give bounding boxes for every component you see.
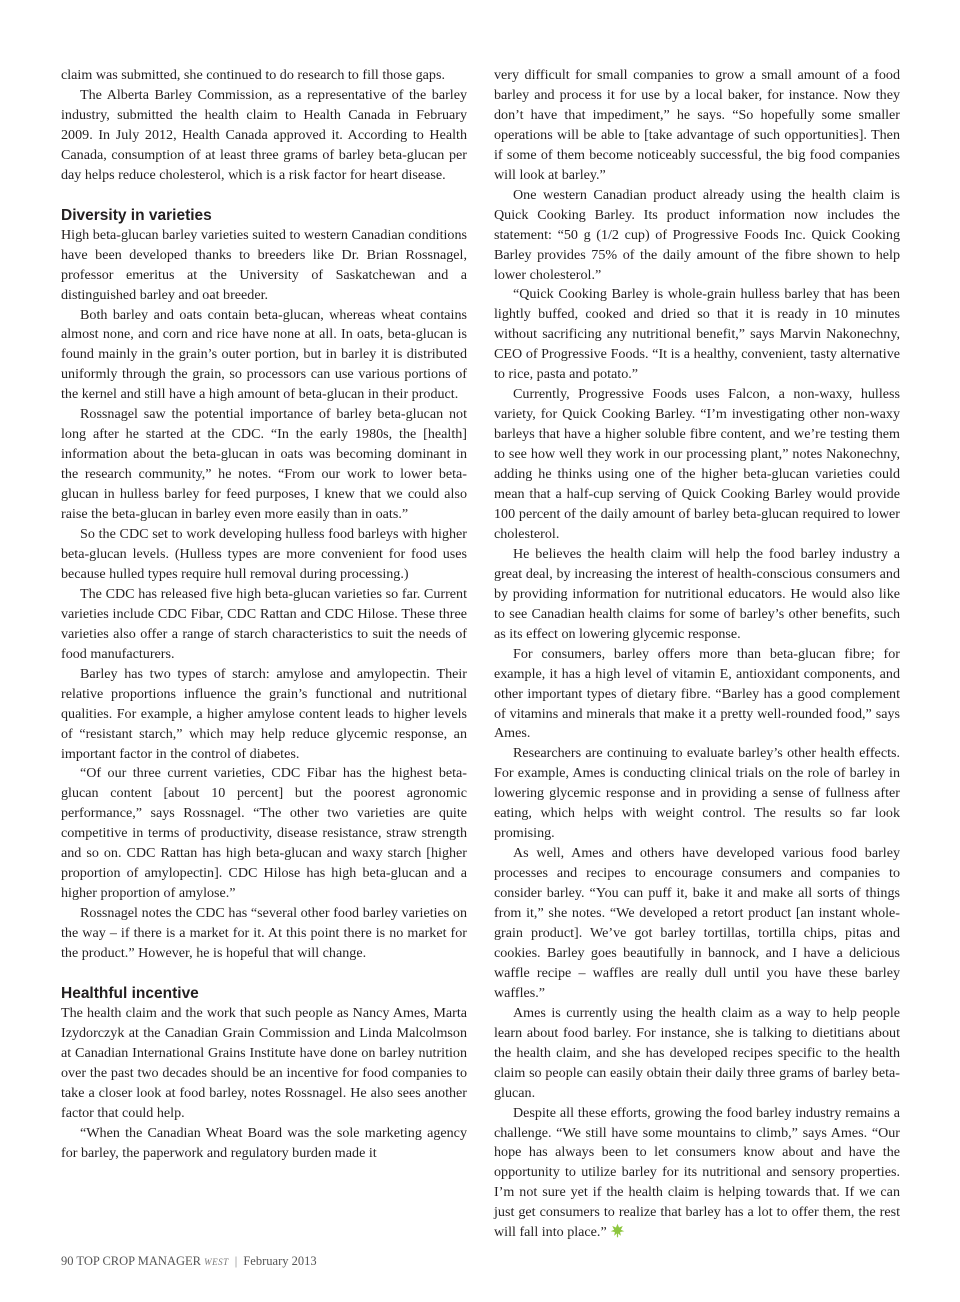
publication-name: TOP CROP MANAGER	[76, 1254, 201, 1268]
issue-date: February 2013	[243, 1254, 317, 1268]
paragraph: Rossnagel notes the CDC has “several other food barley varieties on the way – if there is a market for it. At this point there is no market for the product.” However, he is hopeful that will change.	[61, 905, 467, 962]
paragraph: The health claim and the work that such people as Nancy Ames, Marta Izydorczyk at the Canadian Grain Commission and Linda Malcolmson at Canadian International Grains Institute have done on barley nutrition over the past two decades should be an incentive for food companies to take a closer look at food barley, notes Rossnagel. He also sees another factor that could help.	[61, 1004, 467, 1121]
paragraph: Barley has two types of starch: amylose and amylopectin. Their relative proportions influence the grain’s functional and nutritional qualities. For example, a higher amylose content leads to higher levels of “resistant starch,” which may help reduce glycemic response, an important factor in the control of diabetes.	[61, 665, 467, 762]
paragraph: For consumers, barley offers more than beta-glucan fibre; for example, it has a high level of vitamin E, antioxidant components, and other important types of dietary fibre. “Barley has a good complement of vitamins and minerals that make it a pretty well-rounded food,” says Ames.	[494, 645, 900, 742]
page-footer	[61, 1254, 317, 1269]
leaf-icon	[610, 1223, 625, 1238]
edition-tag: WEST	[204, 1257, 229, 1267]
paragraph: He believes the health claim will help the food barley industry a great deal, by increasing the interest of health-conscious consumers and by providing information for nutritional educators. He would also like to see Canadian health claims for some of barley’s other benefits, such as its effect on lowering glycemic response.	[494, 545, 900, 642]
paragraph: As well, Ames and others have developed various food barley processes and recipes to encourage consumers and companies to consider barley. “You can puff it, bake it and make all sorts of things from it,” she notes. “We developed a retort product [an instant whole-grain product]. We’ve got barley tortillas, tortilla chips, pitas and cookies. Barley goes beautifully in bannock, and I have a delicious waffle recipe – waffles are really dull until you have these barley waffles.”	[494, 845, 900, 1001]
left-column	[61, 66, 467, 1164]
right-column	[494, 66, 900, 1243]
paragraph: Researchers are continuing to evaluate barley’s other health effects. For example, Ames is conducting clinical trials on the role of barley in lowering glycemic response and in providing a sense of fullness after eating, which helps with weight control. The results so far look promising.	[494, 745, 900, 842]
paragraph: The CDC has released five high beta-glucan varieties so far. Current varieties include CDC Fibar, CDC Rattan and CDC Hilose. These three varieties also offer a range of starch characteristics to suit the needs of food manufacturers.	[61, 585, 467, 662]
paragraph: Rossnagel saw the potential importance of barley beta-glucan not long after he started at the CDC. “In the early 1980s, the [health] information about the beta-glucan in oats was becoming dominant in the research community,” he notes. “From our work to lower beta-glucan in hulless barley for feed purposes, I knew that we could also raise the beta-glucan in barley even more easily than in oats.”	[61, 406, 467, 523]
paragraph: claim was submitted, she continued to do research to fill those gaps.	[61, 67, 445, 83]
paragraph: very difficult for small companies to grow a small amount of a food barley and process it for use by a local baker, for instance. Now they don’t have that impediment,” he says. “So hopefully some smaller operations will be able to [take advantage of such opportunities]. Then if some of them become noticeably successful, the big food companies will look at barley.”	[494, 67, 900, 183]
footer-separator: |	[234, 1254, 238, 1268]
page-number: 90	[61, 1254, 74, 1268]
paragraph: “When the Canadian Wheat Board was the sole marketing agency for barley, the paperwork and regulatory burden made it	[61, 1124, 467, 1161]
paragraph: Ames is currently using the health claim as a way to help people learn about food barley. For instance, she is talking to dietitians about the health claim, and she has developed recipes specific to the health claim so people can easily obtain their daily three grams of barley beta-glucan.	[494, 1004, 900, 1101]
section-heading-diversity: Diversity in varieties	[61, 206, 212, 224]
section-heading-healthful: Healthful incentive	[61, 984, 199, 1002]
paragraph: One western Canadian product already using the health claim is Quick Cooking Barley. Its product information now includes the statement: “50 g (1/2 cup) of Progressive Foods Inc. Quick Cooking Barley provides 75% of the daily amount of the fibre shown to help lower cholesterol.”	[494, 186, 900, 283]
paragraph: “Quick Cooking Barley is whole-grain hulless barley that has been lightly buffed, cooked and dried so that it is ready in 10 minutes without sacrificing any nutritional benefit,” says Marvin Nakonechny, CEO of Progressive Foods. “It is a healthy, convenient, tasty alternative to rice, pasta and potato.”	[494, 286, 900, 383]
paragraph: High beta-glucan barley varieties suited to western Canadian conditions have been developed thanks to breeders like Dr. Brian Rossnagel, professor emeritus at the University of Saskatchewan and a distinguished barley and oat breeder.	[61, 226, 467, 303]
paragraph: Currently, Progressive Foods uses Falcon, a non-waxy, hulless variety, for Quick Cooking Barley. “I’m investigating other non-waxy barleys that have a higher soluble fibre content, and we’re testing them to see how well they work in our processing plant,” notes Nakonechny, adding he thinks using one of the higher beta-glucan varieties could mean that a half-cup serving of Quick Cooking Barley would provide 100 percent of the daily amount of barley beta-glucan required to lower cholesterol.	[494, 386, 900, 542]
final-paragraph	[494, 1104, 900, 1244]
paragraph: So the CDC set to work developing hulless food barleys with higher beta-glucan levels. (Hulless types are more convenient for food uses because hulled types require hull removal during processing.)	[61, 526, 467, 582]
paragraph: Both barley and oats contain beta-glucan, whereas wheat contains almost none, and corn and rice have none at all. In oats, beta-glucan is found mainly in the grain’s outer portion, but in barley it is distributed uniformly through the grain, so processors can use various portions of the kernel and still have a high amount of beta-glucan in their product.	[61, 306, 467, 403]
final-paragraph-text: Despite all these efforts, growing the food barley industry remains a challenge. “We still have some mountains to climb,” says Ames. “Our hope has always been to let consumers know about and have the opportunity to utilize barley for its nutritional and sensory properties. I’m not sure yet if the health claim is helping towards that. If we can just get consumers to realize that barley has a lot to offer them, the rest will fall into place.”	[494, 1104, 900, 1241]
paragraph: The Alberta Barley Commission, as a representative of the barley industry, submitted the health claim to Health Canada in February 2009. In July 2012, Health Canada approved it. According to Health Canada, consumption of at least three grams of barley beta-glucan per day helps reduce cholesterol, which is a risk factor for heart disease.	[61, 86, 467, 183]
paragraph: “Of our three current varieties, CDC Fibar has the highest beta-glucan content [about 10 percent] but the poorest agronomic performance,” says Rossnagel. “The other two varieties are quite competitive in terms of productivity, disease resistance, straw strength and so on. CDC Rattan has high beta-glucan and waxy starch [higher proportion of amylopectin]. CDC Hilose has high beta-glucan and a higher proportion of amylose.”	[61, 765, 467, 902]
